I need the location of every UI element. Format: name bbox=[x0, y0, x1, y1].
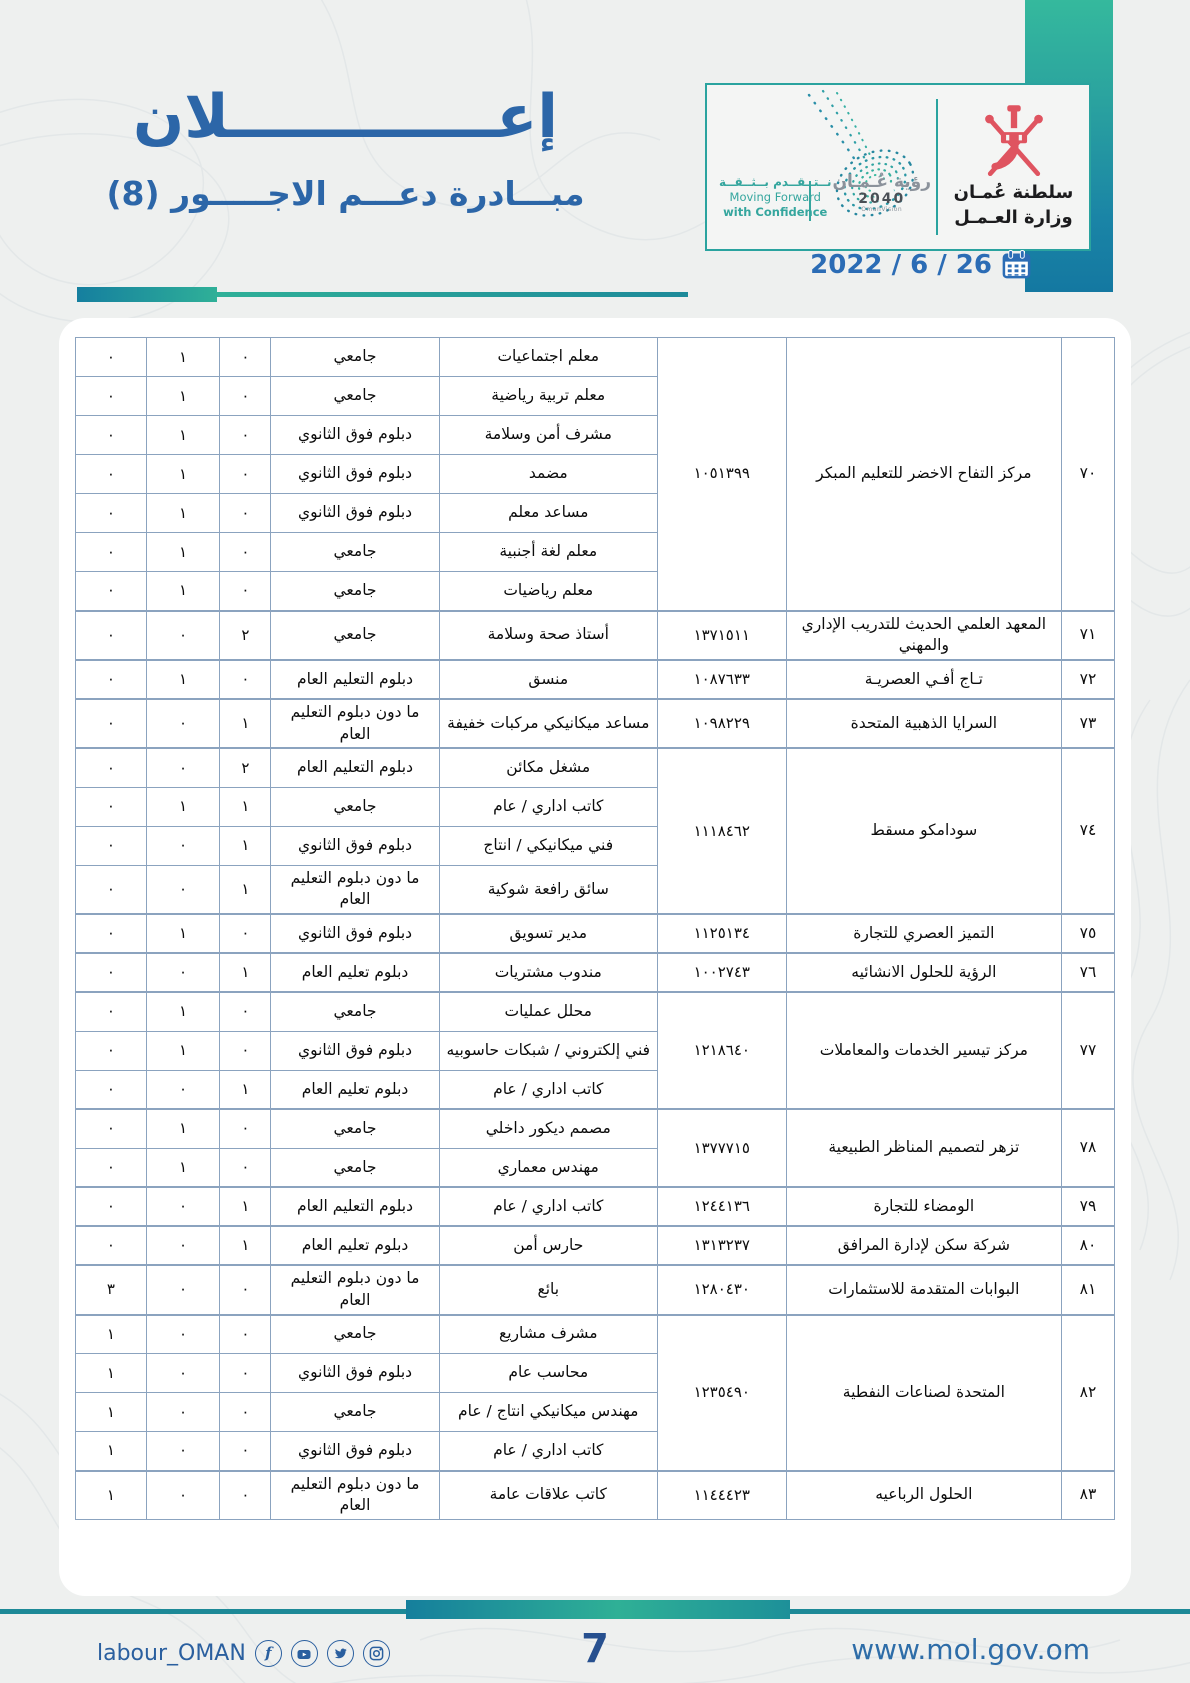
education-level: ما دون دبلوم التعليم العام bbox=[271, 1265, 439, 1314]
vision-small-text: OmanVision bbox=[861, 206, 903, 213]
count-col-3: ٠ bbox=[76, 748, 147, 787]
count-col-2: ١ bbox=[146, 533, 220, 572]
education-level: دبلوم التعليم العام bbox=[271, 748, 439, 787]
ministry-text-line2: وزارة العـمـل bbox=[954, 207, 1073, 228]
job-title: مصمم ديكور داخلي bbox=[439, 1109, 657, 1148]
count-col-2: ١ bbox=[146, 377, 220, 416]
education-level: دبلوم التعليم العام bbox=[271, 1187, 439, 1226]
count-col-1: ١ bbox=[220, 1226, 271, 1265]
company-name: الرؤية للحلول الانشائيه bbox=[786, 953, 1061, 992]
job-title: أستاذ صحة وسلامة bbox=[439, 611, 657, 660]
website-link[interactable]: www.mol.gov.om bbox=[851, 1633, 1090, 1666]
job-title: فني ميكانيكي / انتاج bbox=[439, 826, 657, 865]
count-col-1: ١ bbox=[220, 699, 271, 748]
company-name: شركة سكن لإدارة المرافق bbox=[786, 1226, 1061, 1265]
education-level: دبلوم فوق الثانوي bbox=[271, 1031, 439, 1070]
count-col-1: ٠ bbox=[220, 1393, 271, 1432]
education-level: جامعي bbox=[271, 992, 439, 1031]
vision-wordmark bbox=[833, 172, 932, 213]
count-col-2: ٠ bbox=[146, 865, 220, 914]
count-col-3: ٠ bbox=[76, 865, 147, 914]
company-number: ١٢٤٤١٣٦ bbox=[657, 1187, 786, 1226]
count-col-3: ٠ bbox=[76, 455, 147, 494]
job-title: معلم رياضيات bbox=[439, 572, 657, 611]
job-row bbox=[76, 699, 1115, 748]
job-title: مشغل مكائن bbox=[439, 748, 657, 787]
company-number: ١١٢٥١٣٤ bbox=[657, 914, 786, 953]
count-col-3: ٠ bbox=[76, 787, 147, 826]
date-row bbox=[790, 249, 1032, 280]
job-title: كاتب اداري / عام bbox=[439, 1187, 657, 1226]
facebook-icon[interactable]: f bbox=[255, 1640, 282, 1667]
count-col-1: ٠ bbox=[220, 338, 271, 377]
company-number: ١٣١٣٢٣٧ bbox=[657, 1226, 786, 1265]
count-col-2: ٠ bbox=[146, 1070, 220, 1109]
job-title: مضمد bbox=[439, 455, 657, 494]
oman-national-emblem-icon bbox=[974, 104, 1054, 180]
company-number: ١١١٨٤٦٢ bbox=[657, 748, 786, 914]
count-col-2: ٠ bbox=[146, 1393, 220, 1432]
company-number: ١٢١٨٦٤٠ bbox=[657, 992, 786, 1109]
company-serial: ٨٠ bbox=[1062, 1226, 1115, 1265]
count-col-2: ١ bbox=[146, 1109, 220, 1148]
company-serial: ٧٢ bbox=[1062, 660, 1115, 699]
vision-tagline bbox=[719, 175, 831, 219]
education-level: دبلوم فوق الثانوي bbox=[271, 416, 439, 455]
company-number: ١٠٩٨٢٢٩ bbox=[657, 699, 786, 748]
education-level: ما دون دبلوم التعليم العام bbox=[271, 865, 439, 914]
education-level: دبلوم تعليم العام bbox=[271, 1070, 439, 1109]
count-col-1: ٠ bbox=[220, 660, 271, 699]
company-serial: ٧٧ bbox=[1062, 992, 1115, 1109]
education-level: ما دون دبلوم التعليم العام bbox=[271, 699, 439, 748]
count-col-1: ١ bbox=[220, 826, 271, 865]
job-row bbox=[76, 748, 1115, 787]
job-row bbox=[76, 1187, 1115, 1226]
company-serial: ٧١ bbox=[1062, 611, 1115, 660]
job-title: محاسب عام bbox=[439, 1354, 657, 1393]
count-col-3: ١ bbox=[76, 1354, 147, 1393]
job-title: مساعد ميكانيكي مركبات خفيفة bbox=[439, 699, 657, 748]
count-col-2: ١ bbox=[146, 572, 220, 611]
company-name: تزهر لتصميم المناظر الطبيعية bbox=[786, 1109, 1061, 1187]
count-col-2: ٠ bbox=[146, 1265, 220, 1314]
education-level: ما دون دبلوم التعليم العام bbox=[271, 1471, 439, 1520]
company-name: تـاج أفـي العصريـة bbox=[786, 660, 1061, 699]
vision-year: 2040 bbox=[858, 191, 906, 207]
education-level: دبلوم تعليم العام bbox=[271, 953, 439, 992]
count-col-2: ٠ bbox=[146, 1187, 220, 1226]
education-level: جامعي bbox=[271, 1393, 439, 1432]
count-col-3: ٠ bbox=[76, 533, 147, 572]
company-serial: ٧٨ bbox=[1062, 1109, 1115, 1187]
company-number: ١٣٧١٥١١ bbox=[657, 611, 786, 660]
count-col-1: ٠ bbox=[220, 992, 271, 1031]
count-col-3: ٠ bbox=[76, 992, 147, 1031]
count-col-1: ٠ bbox=[220, 914, 271, 953]
education-level: دبلوم فوق الثانوي bbox=[271, 494, 439, 533]
count-col-3: ٠ bbox=[76, 826, 147, 865]
company-serial: ٧٩ bbox=[1062, 1187, 1115, 1226]
education-level: جامعي bbox=[271, 377, 439, 416]
company-name: مركز تيسير الخدمات والمعاملات bbox=[786, 992, 1061, 1109]
company-serial: ٨٣ bbox=[1062, 1471, 1115, 1520]
oman-vision-2040-logo bbox=[707, 85, 936, 249]
job-title: منسق bbox=[439, 660, 657, 699]
job-title: محلل عمليات bbox=[439, 992, 657, 1031]
company-number: ١٢٣٥٤٩٠ bbox=[657, 1315, 786, 1471]
count-col-3: ٠ bbox=[76, 572, 147, 611]
count-col-1: ١ bbox=[220, 1187, 271, 1226]
education-level: جامعي bbox=[271, 1109, 439, 1148]
count-col-2: ١ bbox=[146, 455, 220, 494]
count-col-2: ١ bbox=[146, 1031, 220, 1070]
count-col-1: ٠ bbox=[220, 1471, 271, 1520]
education-level: دبلوم تعليم العام bbox=[271, 1226, 439, 1265]
count-col-3: ٠ bbox=[76, 699, 147, 748]
count-col-3: ١ bbox=[76, 1432, 147, 1471]
count-col-3: ١ bbox=[76, 1315, 147, 1354]
count-col-3: ١ bbox=[76, 1471, 147, 1520]
count-col-1: ٠ bbox=[220, 455, 271, 494]
job-title: مشرف مشاريع bbox=[439, 1315, 657, 1354]
job-title: مهندس معماري bbox=[439, 1148, 657, 1187]
job-title: كاتب اداري / عام bbox=[439, 787, 657, 826]
count-col-3: ٣ bbox=[76, 1265, 147, 1314]
count-col-1: ٠ bbox=[220, 1354, 271, 1393]
job-row bbox=[76, 1265, 1115, 1314]
vision-name-arabic: رؤية عُـمـان bbox=[832, 172, 931, 192]
vision-tagline-english-2: with Confidence bbox=[723, 204, 828, 219]
education-level: جامعي bbox=[271, 533, 439, 572]
count-col-3: ٠ bbox=[76, 494, 147, 533]
company-serial: ٨٢ bbox=[1062, 1315, 1115, 1471]
logos-box bbox=[705, 83, 1091, 251]
education-level: دبلوم فوق الثانوي bbox=[271, 1432, 439, 1471]
company-number: ١٠٠٢٧٤٣ bbox=[657, 953, 786, 992]
job-row bbox=[76, 914, 1115, 953]
count-col-1: ٠ bbox=[220, 377, 271, 416]
education-level: جامعي bbox=[271, 1315, 439, 1354]
job-title: معلم لغة أجنبية bbox=[439, 533, 657, 572]
job-title: معلم اجتماعيات bbox=[439, 338, 657, 377]
count-col-2: ١ bbox=[146, 416, 220, 455]
count-col-1: ١ bbox=[220, 787, 271, 826]
count-col-1: ٠ bbox=[220, 572, 271, 611]
company-name: السرايا الذهبية المتحدة bbox=[786, 699, 1061, 748]
job-row bbox=[76, 1109, 1115, 1148]
count-col-3: ٠ bbox=[76, 1148, 147, 1187]
job-row bbox=[76, 992, 1115, 1031]
education-level: دبلوم التعليم العام bbox=[271, 660, 439, 699]
count-col-2: ٠ bbox=[146, 1226, 220, 1265]
count-col-3: ٠ bbox=[76, 377, 147, 416]
title-block bbox=[77, 84, 614, 213]
count-col-2: ١ bbox=[146, 787, 220, 826]
count-col-1: ٠ bbox=[220, 416, 271, 455]
count-col-2: ٠ bbox=[146, 611, 220, 660]
company-name: مركز التفاح الاخضر للتعليم المبكر bbox=[786, 338, 1061, 611]
count-col-2: ١ bbox=[146, 338, 220, 377]
company-name: سودامكو مسقط bbox=[786, 748, 1061, 914]
company-name: الومضاء للتجارة bbox=[786, 1187, 1061, 1226]
count-col-2: ٠ bbox=[146, 748, 220, 787]
count-col-2: ٠ bbox=[146, 1354, 220, 1393]
count-col-2: ٠ bbox=[146, 826, 220, 865]
company-serial: ٨١ bbox=[1062, 1265, 1115, 1314]
social-handle: labour_OMAN bbox=[97, 1641, 246, 1666]
count-col-1: ٠ bbox=[220, 494, 271, 533]
education-level: جامعي bbox=[271, 787, 439, 826]
ministry-text-line1: سلطنة عُمـان bbox=[953, 181, 1074, 203]
company-number: ١١٤٤٤٢٣ bbox=[657, 1471, 786, 1520]
date-text: 2022 / 6 / 26 bbox=[810, 249, 992, 280]
page-subtitle: مبـــادرة دعـــم الاجـــــور (8) bbox=[106, 174, 585, 213]
count-col-2: ٠ bbox=[146, 1471, 220, 1520]
count-col-1: ١ bbox=[220, 1070, 271, 1109]
education-level: دبلوم فوق الثانوي bbox=[271, 455, 439, 494]
header-divider-bar bbox=[77, 287, 217, 302]
job-title: كاتب اداري / عام bbox=[439, 1432, 657, 1471]
job-title: معلم تربية رياضية bbox=[439, 377, 657, 416]
company-number: ١٣٧٧٧١٥ bbox=[657, 1109, 786, 1187]
count-col-3: ١ bbox=[76, 1393, 147, 1432]
announcement-table bbox=[75, 337, 1115, 1520]
company-number: ١٠٥١٣٩٩ bbox=[657, 338, 786, 611]
company-serial: ٧٤ bbox=[1062, 748, 1115, 914]
education-level: دبلوم فوق الثانوي bbox=[271, 1354, 439, 1393]
count-col-2: ١ bbox=[146, 1148, 220, 1187]
count-col-3: ٠ bbox=[76, 953, 147, 992]
count-col-2: ١ bbox=[146, 914, 220, 953]
count-col-3: ٠ bbox=[76, 1226, 147, 1265]
education-level: جامعي bbox=[271, 338, 439, 377]
education-level: دبلوم فوق الثانوي bbox=[271, 914, 439, 953]
count-col-1: ٠ bbox=[220, 1432, 271, 1471]
page-title: إعـــــــــــــلان bbox=[133, 82, 558, 152]
job-title: كاتب علاقات عامة bbox=[439, 1471, 657, 1520]
table-card bbox=[59, 318, 1131, 1596]
job-title: فني إلكتروني / شبكات حاسوبيه bbox=[439, 1031, 657, 1070]
footer-divider-bar bbox=[406, 1600, 790, 1619]
job-row bbox=[76, 611, 1115, 660]
vision-tagline-arabic: نــتــقــدم بــثــقــة bbox=[719, 175, 832, 190]
count-col-2: ١ bbox=[146, 992, 220, 1031]
job-title: حارس أمن bbox=[439, 1226, 657, 1265]
header-divider-line bbox=[217, 292, 688, 297]
count-col-2: ٠ bbox=[146, 1432, 220, 1471]
job-row bbox=[76, 1471, 1115, 1520]
job-row bbox=[76, 953, 1115, 992]
count-col-1: ٢ bbox=[220, 748, 271, 787]
company-name: التميز العصري للتجارة bbox=[786, 914, 1061, 953]
job-row bbox=[76, 338, 1115, 377]
count-col-1: ٠ bbox=[220, 1148, 271, 1187]
company-serial: ٧٣ bbox=[1062, 699, 1115, 748]
count-col-3: ٠ bbox=[76, 660, 147, 699]
job-title: مساعد معلم bbox=[439, 494, 657, 533]
ministry-of-labour-logo bbox=[938, 85, 1089, 249]
job-title: كاتب اداري / عام bbox=[439, 1070, 657, 1109]
count-col-2: ١ bbox=[146, 494, 220, 533]
job-title: مندوب مشتريات bbox=[439, 953, 657, 992]
company-name: المعهد العلمي الحديث للتدريب الإداري والمهني bbox=[786, 611, 1061, 660]
count-col-1: ١ bbox=[220, 953, 271, 992]
company-name: المتحدة لصناعات النفطية bbox=[786, 1315, 1061, 1471]
job-row bbox=[76, 1226, 1115, 1265]
company-number: ١٠٨٧٦٣٣ bbox=[657, 660, 786, 699]
company-name: البوابات المتقدمة للاستثمارات bbox=[786, 1265, 1061, 1314]
job-title: بائع bbox=[439, 1265, 657, 1314]
count-col-1: ٠ bbox=[220, 1031, 271, 1070]
count-col-3: ٠ bbox=[76, 1109, 147, 1148]
job-title: مهندس ميكانيكي انتاج / عام bbox=[439, 1393, 657, 1432]
calendar-icon bbox=[1001, 249, 1032, 280]
count-col-1: ٢ bbox=[220, 611, 271, 660]
job-title: مشرف أمن وسلامة bbox=[439, 416, 657, 455]
count-col-3: ٠ bbox=[76, 416, 147, 455]
job-row bbox=[76, 660, 1115, 699]
count-col-2: ١ bbox=[146, 660, 220, 699]
count-col-3: ٠ bbox=[76, 914, 147, 953]
company-serial: ٧٥ bbox=[1062, 914, 1115, 953]
count-col-3: ٠ bbox=[76, 338, 147, 377]
education-level: دبلوم فوق الثانوي bbox=[271, 826, 439, 865]
vision-tagline-english-1: Moving Forward bbox=[729, 190, 821, 205]
page-number: 7 bbox=[581, 1626, 609, 1672]
education-level: جامعي bbox=[271, 1148, 439, 1187]
count-col-1: ٠ bbox=[220, 1109, 271, 1148]
job-title: سائق رافعة شوكية bbox=[439, 865, 657, 914]
education-level: جامعي bbox=[271, 572, 439, 611]
company-serial: ٧٠ bbox=[1062, 338, 1115, 611]
count-col-3: ٠ bbox=[76, 1187, 147, 1226]
count-col-2: ٠ bbox=[146, 699, 220, 748]
company-number: ١٢٨٠٤٣٠ bbox=[657, 1265, 786, 1314]
count-col-1: ٠ bbox=[220, 1265, 271, 1314]
job-title: مدير تسويق bbox=[439, 914, 657, 953]
count-col-3: ٠ bbox=[76, 1031, 147, 1070]
count-col-1: ٠ bbox=[220, 533, 271, 572]
education-level: جامعي bbox=[271, 611, 439, 660]
company-serial: ٧٦ bbox=[1062, 953, 1115, 992]
count-col-3: ٠ bbox=[76, 611, 147, 660]
job-row bbox=[76, 1315, 1115, 1354]
count-col-2: ٠ bbox=[146, 1315, 220, 1354]
company-name: الحلول الرباعيه bbox=[786, 1471, 1061, 1520]
count-col-1: ١ bbox=[220, 865, 271, 914]
count-col-2: ٠ bbox=[146, 953, 220, 992]
count-col-3: ٠ bbox=[76, 1070, 147, 1109]
count-col-1: ٠ bbox=[220, 1315, 271, 1354]
